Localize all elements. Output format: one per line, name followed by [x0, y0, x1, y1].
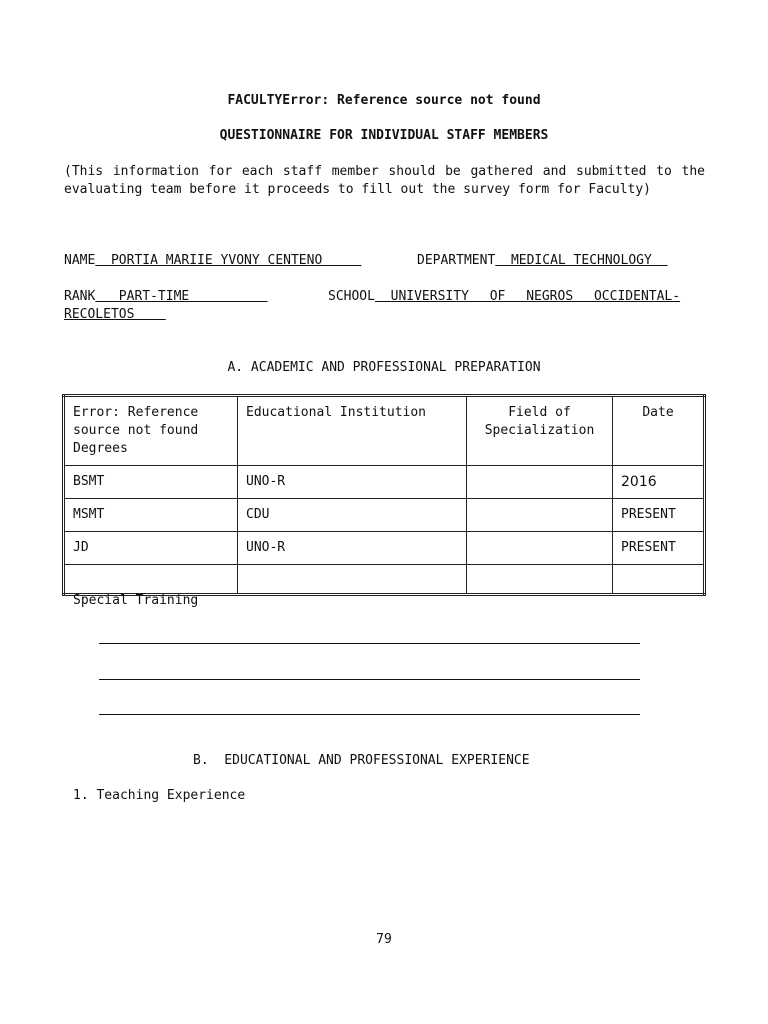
page-number: 79: [376, 932, 392, 947]
academic-preparation-table: [62, 394, 706, 596]
school-field: [328, 289, 705, 304]
name-label: NAME: [64, 253, 96, 268]
table-row: [64, 532, 705, 565]
section-b-title: B. EDUCATIONAL AND PROFESSIONAL EXPERIENCE: [193, 753, 530, 768]
table-cell: PRESENT: [613, 499, 705, 532]
table-row: [64, 466, 705, 499]
department-label: DEPARTMENT: [417, 253, 496, 268]
table-cell: 2016: [613, 466, 705, 499]
name-field: [64, 253, 361, 268]
school-label: SCHOOL: [328, 289, 375, 304]
column-header-institution: Educational Institution: [238, 396, 467, 466]
school-value-line1: UNIVERSITY OF NEGROS OCCIDENTAL-: [390, 289, 681, 304]
teaching-experience-label: 1. Teaching Experience: [73, 788, 246, 803]
intro-paragraph: (This information for each staff member should be gathered and submitted to the evaluating team before it proceeds to fill out the survey form for Faculty): [64, 164, 705, 197]
table-cell: MSMT: [64, 499, 238, 532]
table-cell: BSMT: [64, 466, 238, 499]
table-cell: UNO-R: [238, 532, 467, 565]
special-training-line: [99, 643, 640, 644]
document-subtitle: QUESTIONNAIRE FOR INDIVIDUAL STAFF MEMBERS: [219, 128, 549, 143]
table-cell: PRESENT: [613, 532, 705, 565]
table-cell: [467, 532, 613, 565]
column-header-date: Date: [613, 396, 705, 466]
table-cell: CDU: [238, 499, 467, 532]
table-row: [64, 565, 705, 595]
special-training-label: Special Training: [73, 593, 199, 608]
table-cell: UNO-R: [238, 466, 467, 499]
table-cell: [613, 565, 705, 595]
rank-field: [64, 289, 268, 304]
department-value: MEDICAL TECHNOLOGY: [510, 253, 652, 268]
rank-label: RANK: [64, 289, 96, 304]
special-training-line: [99, 714, 640, 715]
rank-value: PART-TIME: [118, 289, 190, 304]
special-training-line: [99, 679, 640, 680]
table-cell: [64, 565, 238, 595]
table-row: [64, 499, 705, 532]
section-a-title: A. ACADEMIC AND PROFESSIONAL PREPARATION: [227, 360, 541, 375]
table-cell: [467, 565, 613, 595]
document-title: FACULTYError: Reference source not found: [227, 93, 541, 108]
table-cell: JD: [64, 532, 238, 565]
name-value: PORTIA MARIIE YVONY CENTENO: [110, 253, 323, 268]
department-field: [417, 253, 667, 268]
school-value-line2: RECOLETOS: [64, 307, 135, 322]
column-header-degrees: Error: Reference source not found Degrees: [64, 396, 238, 466]
column-header-field: Field of Specialization: [467, 396, 613, 466]
table-header-row: [64, 396, 705, 466]
table-cell: [238, 565, 467, 595]
table-cell: [467, 466, 613, 499]
table-cell: [467, 499, 613, 532]
